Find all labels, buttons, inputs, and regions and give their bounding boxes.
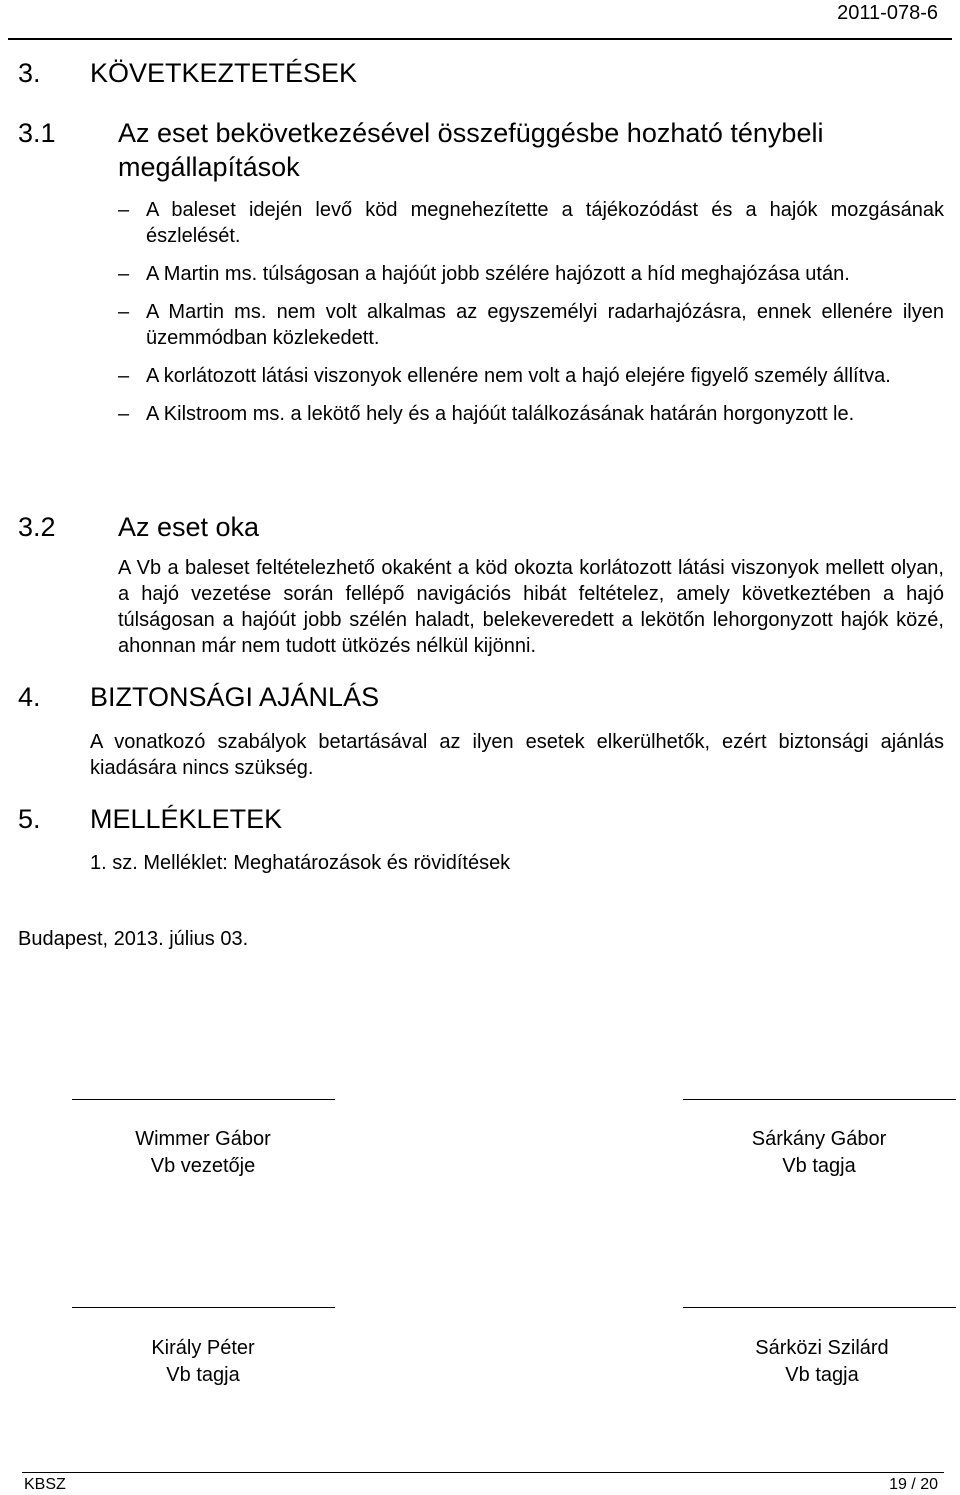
signature-block: [73, 1335, 333, 1389]
section-4-text: A vonatkozó szabályok betartásával az ilyen esetek elkerülhetők, ezért biztonsági ajánlás kiadására nincs szükség.: [90, 731, 944, 779]
section-3-2-number: 3.2: [18, 512, 56, 542]
section-5-number: 5.: [18, 804, 41, 834]
footer-divider: [22, 1472, 944, 1473]
list-item: – A Martin ms. túlságosan a hajóút jobb szélére hajózott a híd meghajózása után.: [118, 263, 850, 285]
section-3-1-number: 3.1: [18, 118, 56, 148]
section-4-title: BIZTONSÁGI AJÁNLÁS: [90, 682, 380, 712]
section-3-2-text: A Vb a baleset feltételezhető okaként a köd okozta korlátozott látási viszonyok mellett olyan, a hajó vezetése során fellépő navigációs hibát feltételez, amely következtében a hajó túlságosan a hajóút jobb szélén haladt, belekeveredett a lekötőn lehorgonyzott hajók közé, ahonnan már nem tudott ütközés nélkül kijönni.: [118, 557, 944, 657]
section-4-heading: [18, 682, 379, 713]
place-date: Budapest, 2013. július 03.: [18, 928, 249, 950]
section-3-2-heading: [18, 510, 618, 544]
section-3-1-heading: [18, 116, 948, 184]
signer-role: Vb vezetője: [150, 1155, 256, 1177]
annex-item: 1. sz. Melléklet: Meghatározások és rövidítések: [90, 852, 511, 874]
list-item: – A baleset idején levő köd megnehezítette a tájékozódást és a hajók mozgásának észlelését.: [118, 199, 944, 247]
signer-name: Sárkány Gábor: [751, 1128, 887, 1150]
signer-role: Vb tagja: [166, 1364, 240, 1386]
signature-line: [72, 1307, 335, 1308]
document-id: 2011-078-6: [837, 2, 938, 24]
signer-name: Király Péter: [151, 1337, 255, 1359]
signature-line: [683, 1099, 956, 1100]
section-3-2-title: Az eset oka: [118, 512, 260, 542]
signer-role: Vb tagja: [785, 1364, 859, 1386]
footer-org: KBSZ: [24, 1476, 66, 1493]
list-item: – A korlátozott látási viszonyok ellenére nem volt a hajó elejére figyelő személy állítva.: [118, 365, 891, 387]
section-3-title: KÖVETKEZTETÉSEK: [90, 58, 358, 88]
signer-name: Wimmer Gábor: [135, 1128, 271, 1150]
section-4-number: 4.: [18, 682, 41, 712]
findings-list: [118, 197, 944, 427]
signer-role: Vb tagja: [782, 1155, 856, 1177]
header-divider: [8, 38, 952, 40]
section-3-number: 3.: [18, 58, 41, 88]
signer-name: Sárközi Szilárd: [755, 1337, 889, 1359]
page-number: 19 / 20: [889, 1476, 938, 1493]
section-3-1-title: Az eset bekövetkezésével összefüggésbe hozható ténybeli megállapítások: [118, 118, 824, 182]
signature-block: [73, 1126, 333, 1180]
section-3-heading: [18, 58, 357, 89]
signature-line: [72, 1099, 335, 1100]
section-5-title: MELLÉKLETEK: [90, 804, 283, 834]
signature-line: [683, 1307, 956, 1308]
list-item: – A Martin ms. nem volt alkalmas az egyszemélyi radarhajózásra, ennek ellenére ilyen üzemmódban közlekedett.: [118, 301, 944, 349]
signature-block: [689, 1126, 949, 1180]
signature-block: [692, 1335, 952, 1389]
list-item: – A Kilstroom ms. a lekötő hely és a hajóút találkozásának határán horgonyzott le.: [118, 403, 855, 425]
section-5-heading: [18, 804, 282, 835]
